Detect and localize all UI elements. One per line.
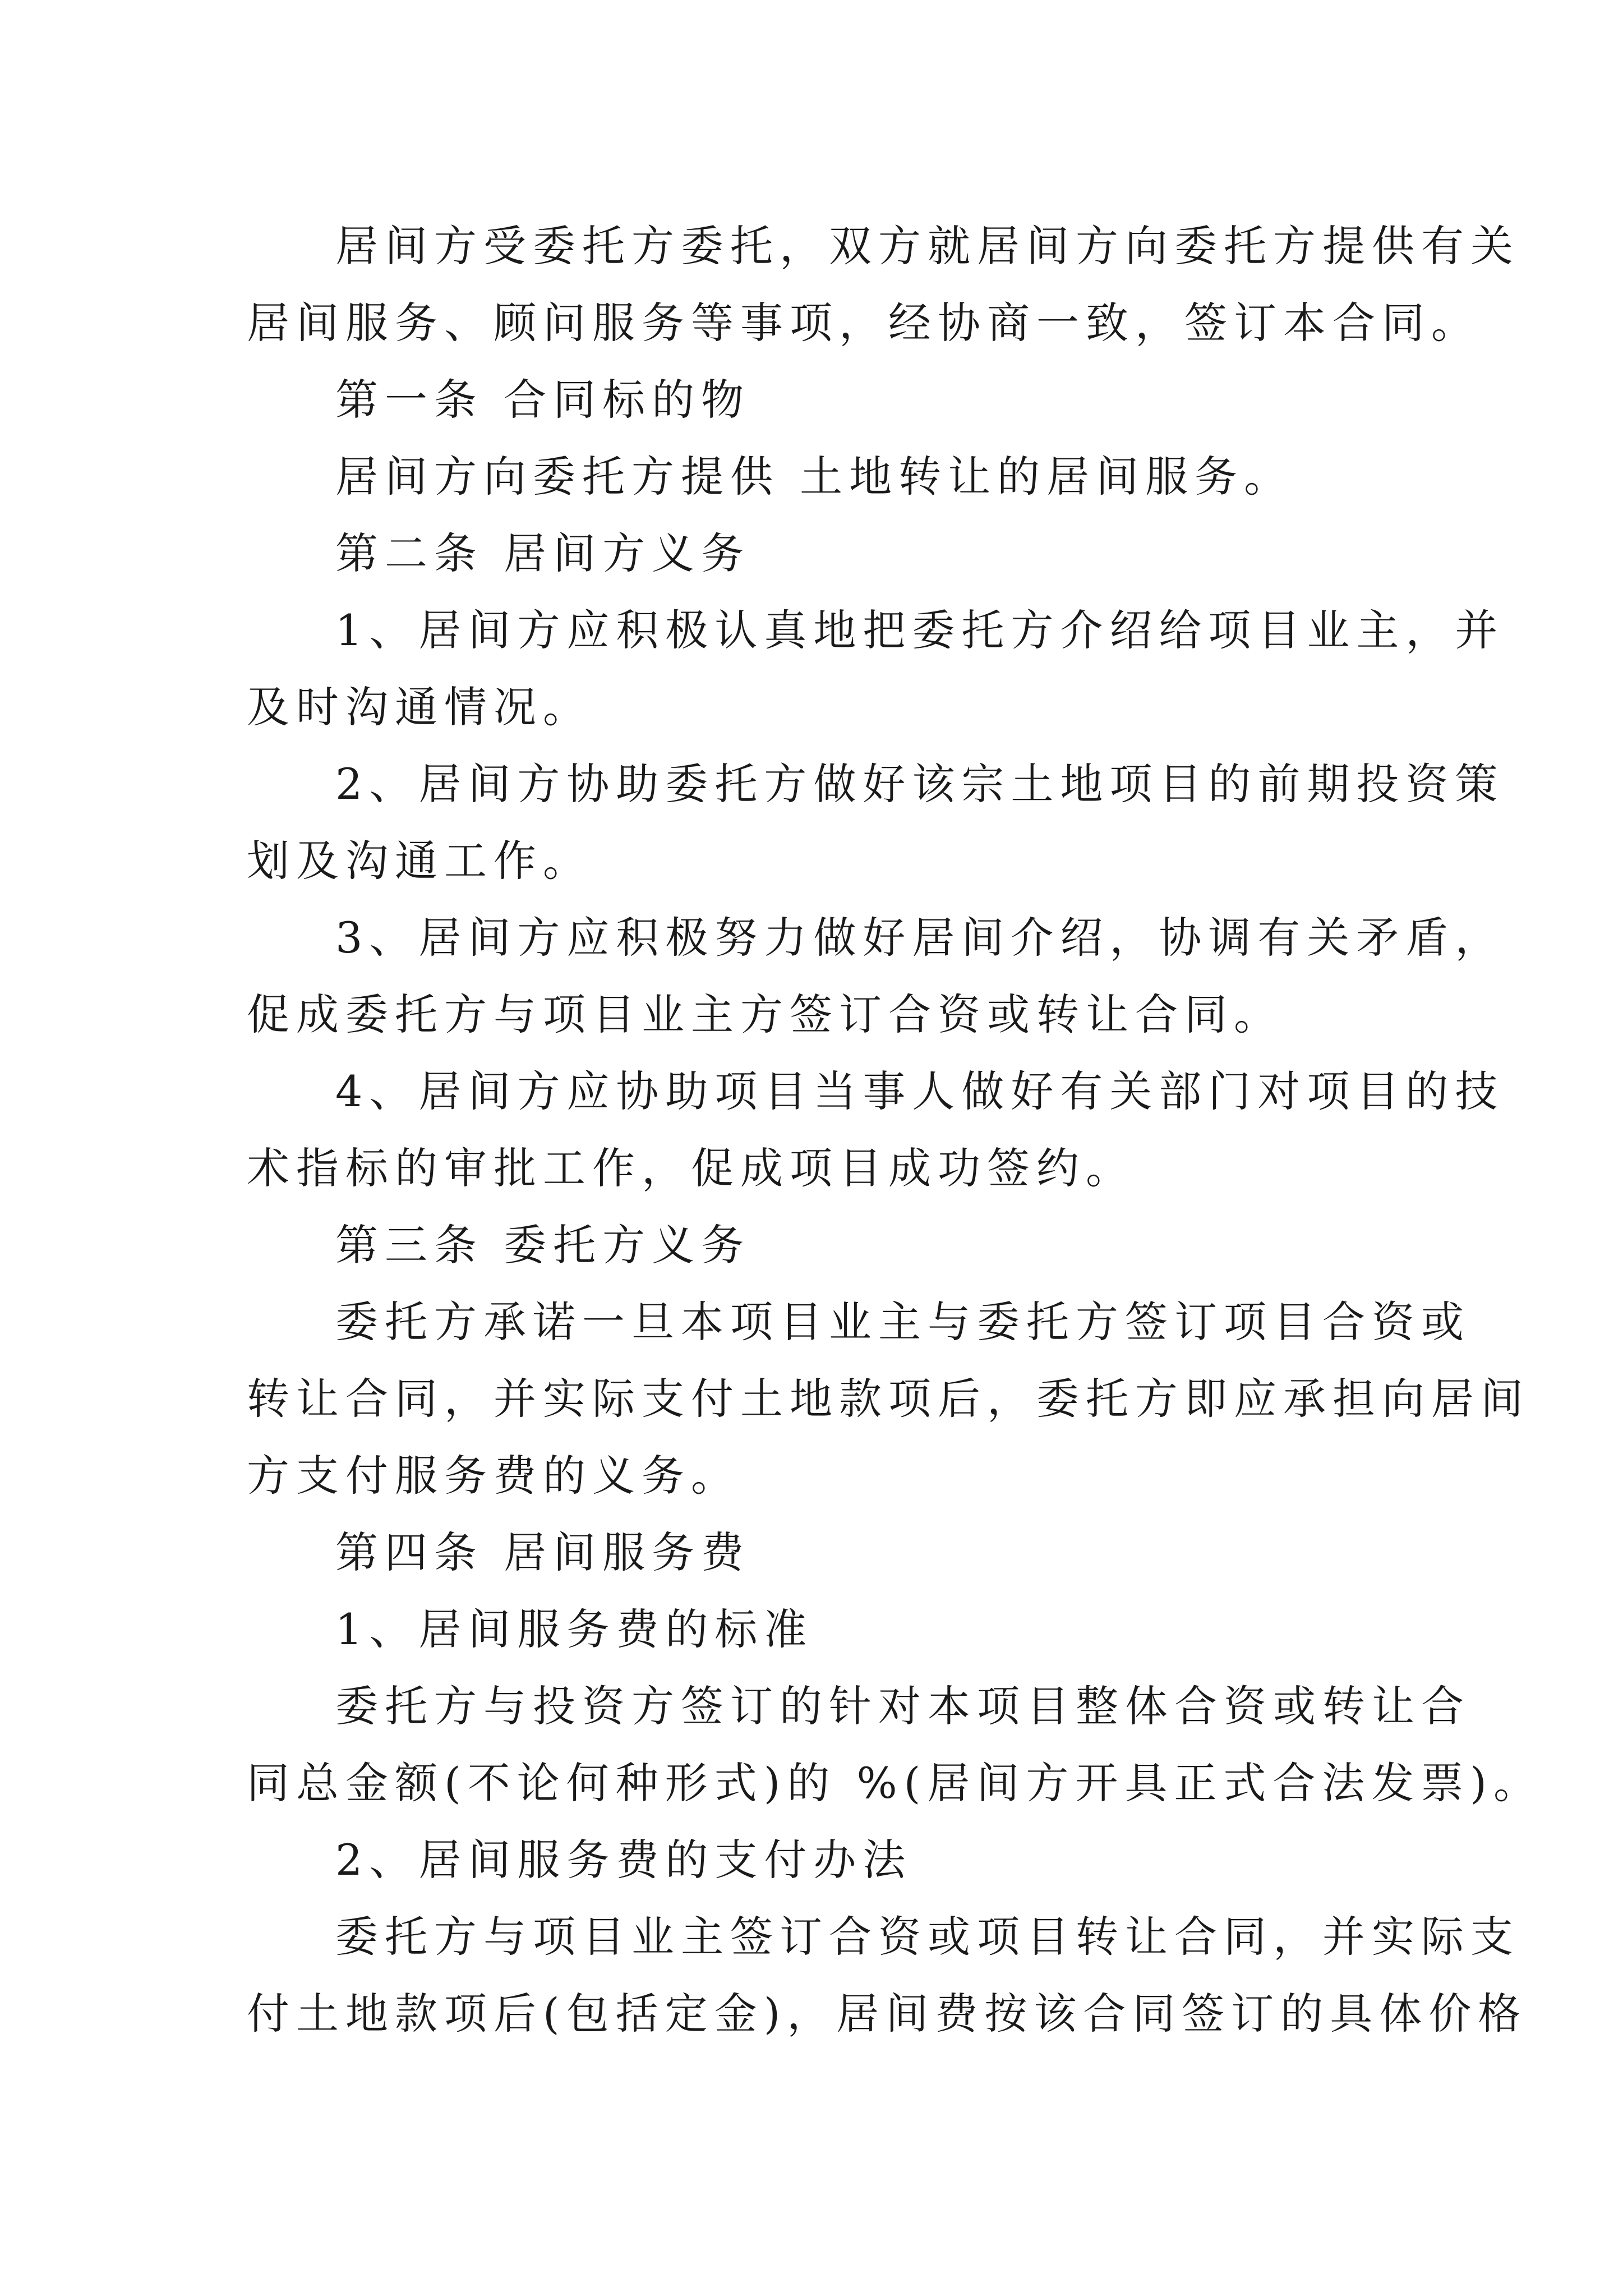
paragraph-line: 1、居间方应积极认真地把委托方介绍给项目业主，并 [335,605,1505,655]
paragraph-line: 2、居间服务费的支付办法 [335,1835,912,1885]
paragraph-line: 3、居间方应积极努力做好居间介绍，协调有关矛盾， [335,913,1505,963]
article-heading: 第四条 居间服务费 [335,1527,751,1577]
paragraph-line: 1、居间服务费的标准 [335,1604,814,1654]
article-heading: 第二条 居间方义务 [335,528,751,578]
paragraph-line: 居间方向委托方提供 土地转让的居间服务。 [335,452,1294,501]
paragraph-line: 及时沟通情况。 [247,682,592,732]
paragraph-line: 划及沟通工作。 [247,836,592,886]
paragraph-line: 方支付服务费的义务。 [247,1451,740,1501]
paragraph-line: 术指标的审批工作，促成项目成功签约。 [247,1143,1135,1193]
article-heading: 第三条 委托方义务 [335,1220,751,1270]
paragraph-line: 同总金额(不论何种形式)的 %(居间方开具正式合法发票)。 [247,1758,1543,1808]
paragraph-line: 转让合同，并实际支付土地款项后，委托方即应承担向居间 [247,1374,1530,1424]
paragraph-line: 居间方受委托方委托，双方就居间方向委托方提供有关 [335,221,1520,271]
paragraph-line: 付土地款项后(包括定金)，居间费按该合同签订的具体价格 [247,1989,1528,2039]
paragraph-line: 委托方与项目业主签订合资或项目转让合同，并实际支 [335,1912,1520,1962]
paragraph-line: 委托方与投资方签订的针对本项目整体合资或转让合 [335,1681,1470,1731]
paragraph-line: 2、居间方协助委托方做好该宗土地项目的前期投资策 [335,759,1505,809]
paragraph-line: 4、居间方应协助项目当事人做好有关部门对项目的技 [335,1066,1505,1116]
article-heading: 第一条 合同标的物 [335,375,751,425]
paragraph-line: 居间服务、顾问服务等事项，经协商一致，签订本合同。 [247,298,1481,348]
paragraph-line: 委托方承诺一旦本项目业主与委托方签订项目合资或 [335,1297,1470,1347]
paragraph-line: 促成委托方与项目业主方签订合资或转让合同。 [247,990,1283,1039]
